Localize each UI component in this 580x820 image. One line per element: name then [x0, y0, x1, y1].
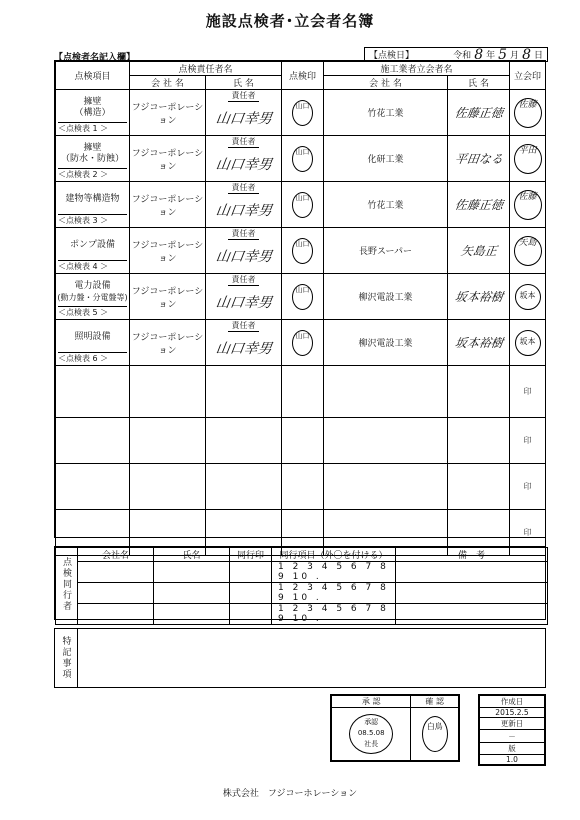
table-row	[56, 228, 546, 274]
item-name: 建物等構造物	[65, 194, 120, 204]
handwritten-contractor-name: 坂本裕樹	[453, 336, 504, 350]
seal-mark: 印	[523, 482, 532, 491]
contractor-cell: 長野スーパー	[324, 228, 448, 274]
acc-company-field[interactable]	[78, 604, 154, 625]
contractor-cell: 竹花工業	[324, 90, 448, 136]
table-row	[56, 320, 546, 366]
company-cell: フジコーポレーション	[130, 274, 206, 320]
attendance-seal-cell	[510, 90, 546, 136]
acc-seal-field[interactable]	[230, 583, 272, 604]
acc-item-numbers[interactable]: 1 2 3 4 5 6 7 8 9 10 .	[272, 583, 396, 604]
attendance-seal: 坂本	[515, 284, 541, 310]
sheet-link[interactable]: ＜点検表 6 ＞	[58, 352, 127, 364]
header-contractor: 施工業者立会者名	[324, 62, 510, 76]
handwritten-contractor-name: 平田なる	[453, 152, 504, 166]
acc-name-field[interactable]	[154, 562, 230, 583]
handwritten-name: 山口幸男	[214, 110, 273, 127]
approve-stamp: 承認 08.5.08 社長	[349, 714, 393, 754]
acc-name-field[interactable]	[154, 604, 230, 625]
item-name: ポンプ設備	[69, 240, 115, 250]
handwritten-contractor-name: 坂本裕樹	[453, 290, 504, 304]
role-label: 責任者	[228, 320, 259, 332]
header-responsible: 点検責任者名	[130, 62, 282, 76]
blank-row	[56, 418, 546, 464]
acc-item-numbers[interactable]: 1 2 3 4 5 6 7 8 9 10 .	[272, 604, 396, 625]
confirm-label: 確 認	[411, 696, 459, 708]
seal-stamp: 山口	[292, 238, 313, 264]
seal-mark: 印	[523, 528, 532, 537]
blank-cell	[206, 418, 282, 464]
sheet-link[interactable]: ＜点検表 4 ＞	[58, 260, 127, 272]
sheet-link[interactable]: ＜点検表 2 ＞	[58, 168, 127, 180]
version-label: 版	[480, 742, 545, 754]
blank-cell	[324, 366, 448, 418]
table-row	[56, 90, 546, 136]
created-value: 2015.2.5	[480, 708, 545, 718]
version-value: 1.0	[480, 754, 545, 764]
page-title: 施設点検者･立会者名簿	[205, 12, 375, 30]
date-day-unit: 日	[533, 51, 543, 61]
attendance-seal-cell	[510, 274, 546, 320]
contractor-name-cell	[448, 228, 510, 274]
attendance-seal-cell	[510, 228, 546, 274]
inspector-table	[54, 60, 546, 538]
approve-stamp-cell	[332, 708, 411, 761]
attendance-seal-cell	[510, 320, 546, 366]
acc-remarks-field[interactable]	[396, 604, 548, 625]
updated-value: －	[480, 730, 545, 742]
attendance-seal: 佐藤	[514, 190, 542, 220]
sheet-link[interactable]: ＜点検表 1 ＞	[58, 122, 127, 134]
blank-cell	[282, 418, 324, 464]
blank-cell	[448, 464, 510, 510]
handwritten-contractor-name: 佐藤正徳	[453, 106, 504, 120]
document-meta	[478, 694, 546, 766]
date-era: 令和	[453, 51, 472, 61]
item-name: 擁壁	[83, 96, 102, 107]
special-notes[interactable]	[54, 628, 546, 688]
acc-seal-field[interactable]	[230, 562, 272, 583]
date-label: 【点検日】	[369, 51, 415, 61]
sheet-link[interactable]: ＜点検表 5 ＞	[58, 306, 127, 318]
contractor-name-cell	[448, 90, 510, 136]
approve-label: 承 認	[332, 696, 411, 708]
seal-stamp: 山口	[292, 284, 313, 310]
blank-cell	[56, 418, 130, 464]
handwritten-name: 山口幸男	[214, 156, 273, 173]
attendance-seal: 坂本	[515, 330, 541, 356]
blank-cell	[324, 464, 448, 510]
seal-mark: 印	[523, 387, 532, 396]
blank-cell	[130, 464, 206, 510]
contractor-name-cell	[448, 274, 510, 320]
date-year-unit: 年	[486, 51, 496, 61]
inspection-seal-cell	[282, 320, 324, 366]
created-label: 作成日	[480, 696, 545, 708]
name-cell	[206, 182, 282, 228]
item-cell	[56, 90, 130, 136]
item-name: 電力設備	[74, 280, 111, 291]
role-label: 責任者	[228, 182, 259, 194]
acc-header-company: 会社名	[78, 548, 154, 562]
blank-row	[56, 366, 546, 418]
item-name: 照明設備	[74, 332, 111, 342]
inspection-seal-cell	[282, 274, 324, 320]
item-cell	[56, 228, 130, 274]
accompany-row	[56, 583, 548, 604]
company-cell: フジコーポレーション	[130, 90, 206, 136]
item-sub: （防水・防蝕）	[60, 153, 124, 164]
attendance-seal: 平田	[514, 144, 542, 174]
role-label: 責任者	[228, 136, 259, 148]
blank-cell	[324, 418, 448, 464]
acc-company-field[interactable]	[78, 583, 154, 604]
confirm-stamp: 白鳥	[422, 716, 448, 752]
inspection-seal-cell	[282, 90, 324, 136]
accompany-table	[54, 546, 546, 624]
acc-header-name: 氏名	[154, 548, 230, 562]
attendance-seal-cell	[510, 182, 546, 228]
blank-row	[56, 464, 546, 510]
item-cell	[56, 320, 130, 366]
acc-remarks-field[interactable]	[396, 583, 548, 604]
attendance-seal: 矢島	[514, 236, 542, 266]
item-sub: （構造）	[74, 107, 111, 118]
header-item: 点検項目	[56, 62, 130, 90]
handwritten-name: 山口幸男	[214, 202, 273, 219]
contractor-cell: 柳沢電設工業	[324, 320, 448, 366]
handwritten-contractor-name: 佐藤正徳	[453, 198, 504, 212]
acc-remarks-field[interactable]	[396, 562, 548, 583]
inspection-seal-cell	[282, 182, 324, 228]
acc-seal-field[interactable]	[230, 604, 272, 625]
role-label: 責任者	[228, 90, 259, 102]
handwritten-name: 山口幸男	[214, 248, 273, 265]
table-row	[56, 274, 546, 320]
blank-cell	[448, 366, 510, 418]
blank-cell	[448, 418, 510, 464]
name-cell	[206, 136, 282, 182]
item-cell	[56, 136, 130, 182]
seal-stamp: 山口	[292, 100, 313, 126]
date-month: 5	[498, 46, 508, 63]
company-cell: フジコーポレーション	[130, 136, 206, 182]
acc-header-seal: 同行印	[230, 548, 272, 562]
seal-mark: 印	[523, 436, 532, 445]
blank-cell	[206, 366, 282, 418]
confirm-stamp-cell	[411, 708, 459, 761]
header-inspection-seal: 点検印	[282, 62, 324, 90]
accompany-row	[56, 562, 548, 583]
notes-label: 特記事項	[55, 629, 78, 687]
handwritten-name: 山口幸男	[214, 294, 273, 311]
header-attendance-seal: 立会印	[510, 62, 546, 90]
inspection-seal-cell	[282, 136, 324, 182]
header-contractor-company: 会 社 名	[324, 76, 448, 90]
attendance-seal-cell	[510, 136, 546, 182]
handwritten-name: 山口幸男	[214, 340, 273, 357]
company-cell: フジコーポレーション	[130, 228, 206, 274]
contractor-cell: 竹花工業	[324, 182, 448, 228]
handwritten-contractor-name: 矢島正	[459, 244, 498, 258]
name-cell	[206, 228, 282, 274]
date-month-unit: 月	[510, 51, 520, 61]
blank-cell	[206, 464, 282, 510]
contractor-cell: 化研工業	[324, 136, 448, 182]
attendance-seal-cell	[510, 418, 546, 464]
name-cell	[206, 90, 282, 136]
blank-cell	[56, 366, 130, 418]
updated-label: 更新日	[480, 718, 545, 730]
acc-header-items: 同行項目（外〇を付ける）	[272, 548, 396, 562]
blank-cell	[56, 464, 130, 510]
seal-stamp: 山口	[292, 192, 313, 218]
company-cell: フジコーポレーション	[130, 320, 206, 366]
header-name: 氏 名	[206, 76, 282, 90]
acc-item-numbers[interactable]: 1 2 3 4 5 6 7 8 9 10 .	[272, 562, 396, 583]
blank-cell	[130, 418, 206, 464]
date-day: 8	[522, 46, 531, 63]
table-row	[56, 182, 546, 228]
item-cell	[56, 274, 130, 320]
blank-cell	[282, 464, 324, 510]
name-cell	[206, 320, 282, 366]
footer-company: 株式会社 フジコーホレーション	[222, 789, 358, 799]
role-label: 責任者	[228, 274, 259, 286]
header-contractor-name: 氏 名	[448, 76, 510, 90]
name-cell	[206, 274, 282, 320]
table-row	[56, 136, 546, 182]
contractor-cell: 柳沢電設工業	[324, 274, 448, 320]
role-label: 責任者	[228, 228, 259, 240]
date-year: 8	[474, 46, 484, 63]
acc-company-field[interactable]	[78, 562, 154, 583]
attendance-seal-cell	[510, 366, 546, 418]
accompany-side-label: 点検同行者	[56, 548, 78, 625]
item-sub: (動力盤・分電盤等)	[57, 292, 128, 302]
acc-name-field[interactable]	[154, 583, 230, 604]
acc-header-remarks: 備 考	[396, 548, 548, 562]
attendance-seal-cell	[510, 464, 546, 510]
inspection-seal-cell	[282, 228, 324, 274]
blank-cell	[282, 366, 324, 418]
seal-stamp: 山口	[292, 146, 313, 172]
company-cell: フジコーポレーション	[130, 182, 206, 228]
header-company: 会 社 名	[130, 76, 206, 90]
sheet-link[interactable]: ＜点検表 3 ＞	[58, 214, 127, 226]
approval-box	[330, 694, 460, 762]
contractor-name-cell	[448, 182, 510, 228]
blank-cell	[130, 366, 206, 418]
contractor-name-cell	[448, 136, 510, 182]
seal-stamp: 山口	[292, 330, 313, 356]
accompany-row	[56, 604, 548, 625]
contractor-name-cell	[448, 320, 510, 366]
item-cell	[56, 182, 130, 228]
attendance-seal: 佐藤	[514, 98, 542, 128]
item-name: 擁壁	[83, 142, 102, 153]
section-label: 【点検者名記入欄】	[54, 53, 136, 63]
